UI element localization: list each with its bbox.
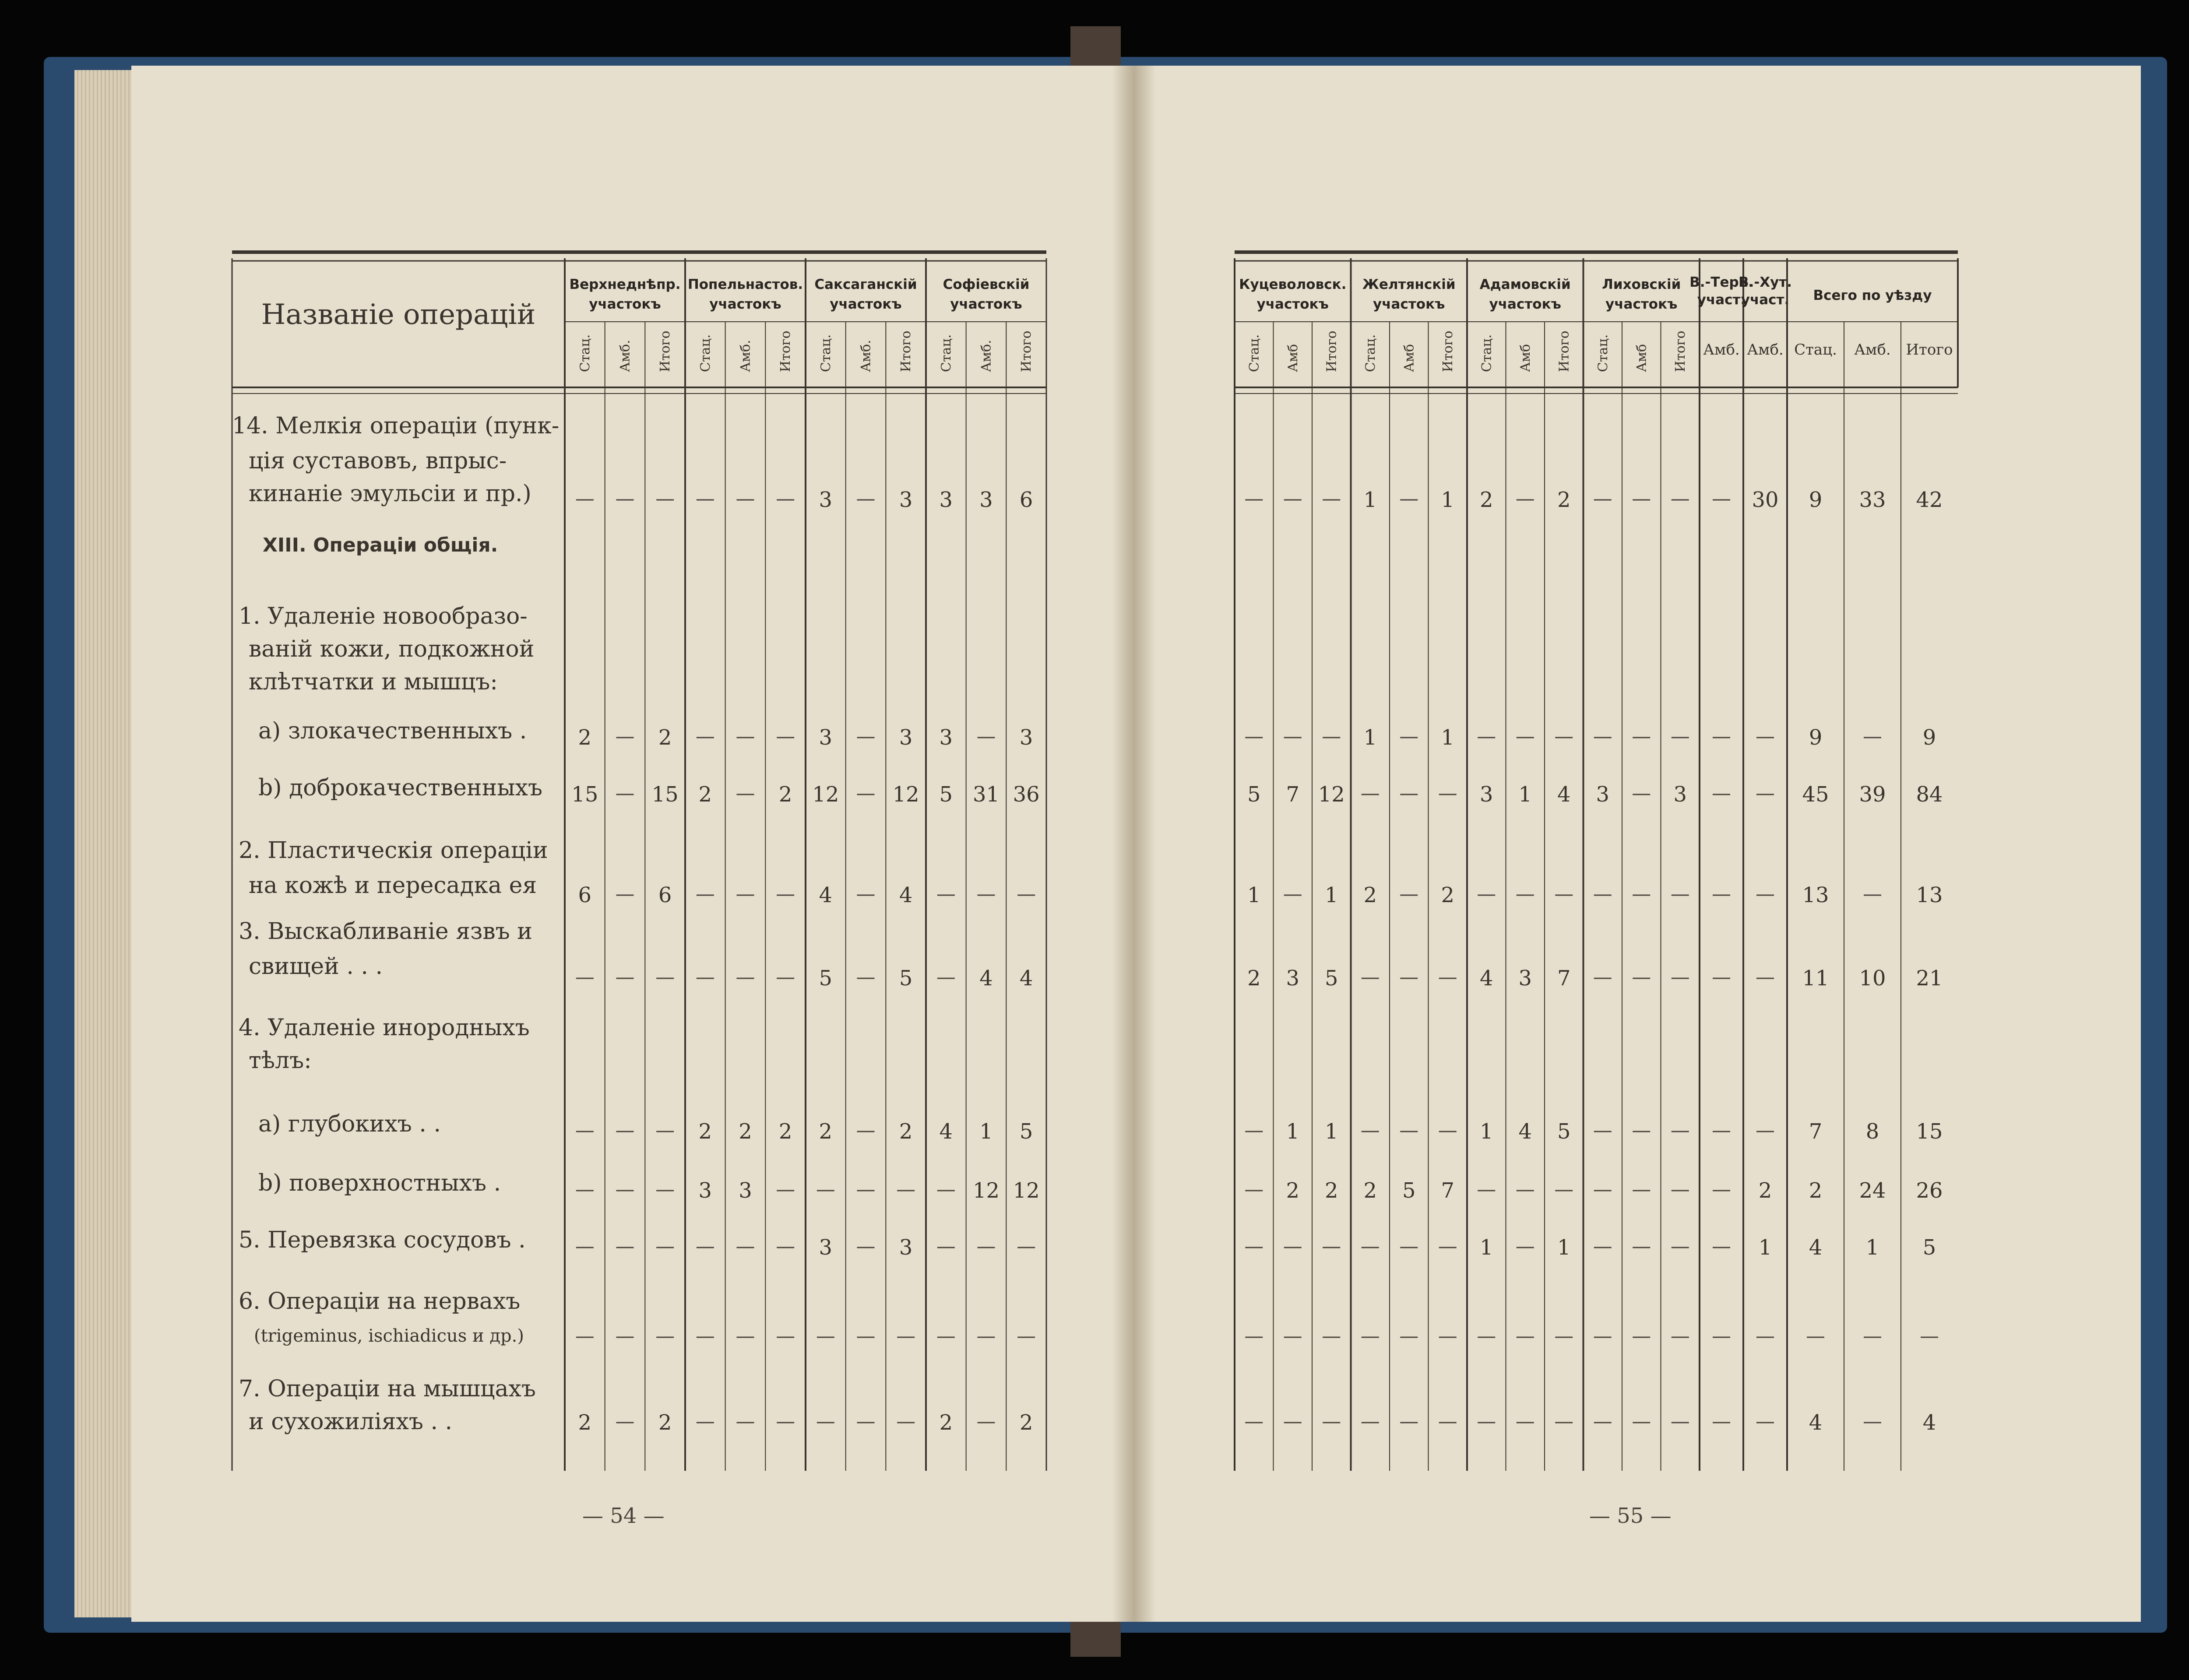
subcol-header: Итого	[898, 330, 914, 372]
row-label: 14. Мелкія операціи (пунк-	[232, 413, 560, 439]
table-cell: 2	[1758, 1178, 1772, 1203]
subcol-header: Амб	[1634, 344, 1650, 372]
table-cell: 5	[899, 966, 913, 991]
group-header: участокъ	[950, 296, 1022, 312]
table-cell: 1	[1363, 725, 1377, 750]
group-header: участ.	[1697, 292, 1746, 308]
table-cell: 5	[1922, 1235, 1936, 1260]
subcol-header: Амб.	[1854, 341, 1891, 358]
table-cell: 3	[739, 1178, 752, 1203]
book-gutter	[1112, 66, 1156, 1622]
table-cell: 3	[899, 1235, 913, 1260]
table-cell: 3	[819, 1235, 833, 1260]
table-cell: 1	[1441, 488, 1455, 512]
row-label: тѣлъ:	[249, 1047, 312, 1074]
table-cell: 12	[972, 1178, 1000, 1203]
table-cell: 2	[899, 1119, 913, 1144]
table-cell: 10	[1859, 966, 1886, 991]
subcol-header: Амб.	[617, 340, 633, 372]
group-header: Верхнеднѣпр.	[569, 277, 681, 292]
table-cell: 4	[1557, 782, 1571, 807]
table-cell: 2	[578, 1410, 592, 1435]
table-cell: 2	[778, 1119, 792, 1144]
row-label: клѣтчатки и мышцъ:	[249, 669, 498, 695]
subcol-header: Итого	[658, 330, 673, 372]
table-cell: 15	[651, 782, 679, 807]
right-table	[1134, 66, 2141, 1622]
table-cell: 4	[1809, 1235, 1823, 1260]
group-header: Саксаганскій	[814, 277, 917, 292]
subcol-header: Итого	[778, 330, 794, 372]
table-cell: 39	[1859, 782, 1886, 807]
table-cell: 2	[698, 782, 712, 807]
group-header: В.-Хут.	[1738, 274, 1792, 290]
table-cell: 5	[1324, 966, 1338, 991]
group-header: Софіевскій	[943, 277, 1030, 292]
row-label: (trigeminus, ischiadicus и др.)	[254, 1326, 524, 1346]
subcol-header: Амб.	[978, 340, 994, 372]
table-cell: 24	[1859, 1178, 1886, 1203]
table-cell: 12	[1318, 782, 1345, 807]
right-page	[1134, 66, 2141, 1622]
table-cell: 3	[819, 725, 833, 750]
row-label: b) поверхностныхъ .	[258, 1170, 501, 1196]
table-cell: 1	[979, 1119, 993, 1144]
table-cell: 4	[899, 883, 913, 907]
left-page-number: — 54 —	[582, 1504, 665, 1528]
table-cell: 15	[1916, 1119, 1943, 1144]
group-header: участокъ	[589, 296, 661, 312]
row-label: 6. Операціи на нервахъ	[239, 1288, 521, 1314]
subcol-header: Стац.	[1595, 334, 1611, 372]
table-cell: 1	[1363, 488, 1377, 512]
table-cell: 26	[1916, 1178, 1943, 1203]
row-label: ція суставовъ, впрыс-	[249, 448, 507, 474]
row-label: 4. Удаленіе инородныхъ	[239, 1015, 530, 1041]
table-cell: 2	[658, 1410, 672, 1435]
table-cell: 31	[972, 782, 1000, 807]
table-cell: 1	[1518, 782, 1532, 807]
table-cell: 7	[1809, 1119, 1823, 1144]
table-cell: 2	[1363, 883, 1377, 907]
table-cell: 2	[1324, 1178, 1338, 1203]
subcol-header: Стац.	[1362, 334, 1378, 372]
group-header: Адамовскій	[1479, 277, 1571, 292]
table-cell: 13	[1916, 883, 1943, 907]
subcol-header: Амб.	[738, 340, 753, 372]
row-label: на кожѣ и пересадка ея	[249, 872, 537, 899]
table-cell: 12	[812, 782, 839, 807]
table-cell: 1	[1286, 1119, 1300, 1144]
table-cell: 2	[1019, 1410, 1033, 1435]
table-cell: 1	[1865, 1235, 1879, 1260]
group-header: Куцеволовск.	[1239, 277, 1347, 292]
group-header: участокъ	[1605, 296, 1678, 312]
table-cell: 3	[899, 725, 913, 750]
subcol-header: Стац.	[1479, 334, 1495, 372]
table-cell: 4	[979, 966, 993, 991]
subcol-header: Амб.	[1747, 341, 1784, 358]
table-cell: 3	[1479, 782, 1493, 807]
row-label: 3. Выскабливаніе язвъ и	[239, 918, 532, 945]
table-cell: 9	[1809, 488, 1823, 512]
table-cell: 1	[1758, 1235, 1772, 1260]
table-cell: 1	[1324, 1119, 1338, 1144]
table-cell: 2	[698, 1119, 712, 1144]
spine-bottom	[1070, 1622, 1121, 1657]
row-label: 7. Операціи на мышцахъ	[239, 1376, 536, 1402]
subcol-header: Амб	[1285, 344, 1301, 372]
left-table	[131, 66, 1134, 1622]
subcol-header: Стац.	[818, 334, 834, 372]
table-cell: 3	[698, 1178, 712, 1203]
table-cell: 3	[939, 725, 953, 750]
subcol-header: Амб.	[1703, 341, 1740, 358]
group-header: Желтянскій	[1362, 277, 1456, 292]
group-header: участокъ	[830, 296, 902, 312]
table-cell: 5	[1019, 1119, 1033, 1144]
subcol-header: Итого	[1019, 330, 1035, 372]
row-label: 1. Удаленіе новообразо-	[239, 603, 528, 629]
table-cell: 3	[819, 488, 833, 512]
table-cell: 3	[1673, 782, 1687, 807]
table-cell: 5	[819, 966, 833, 991]
row-label: ваній кожи, подкожной	[249, 636, 535, 662]
table-cell: 6	[658, 883, 672, 907]
group-header: Попельнастов.	[687, 277, 803, 292]
table-cell: 2	[1557, 488, 1571, 512]
table-cell: 6	[1019, 488, 1033, 512]
table-cell: 2	[1479, 488, 1493, 512]
table-cell: 2	[578, 725, 592, 750]
subcol-header: Итого	[1440, 330, 1456, 372]
right-page-number: — 55 —	[1589, 1504, 1672, 1528]
table-cell: 2	[939, 1410, 953, 1435]
group-header: В.-Терн.	[1689, 274, 1753, 290]
row-label: 2. Пластическія операціи	[239, 837, 548, 864]
table-cell: 42	[1916, 488, 1943, 512]
subcol-header: Амб	[1401, 344, 1417, 372]
subcol-header: Стац.	[1246, 334, 1262, 372]
table-cell: 2	[739, 1119, 752, 1144]
table-cell: 1	[1247, 883, 1261, 907]
table-cell: 1	[1479, 1119, 1493, 1144]
table-cell: 2	[1363, 1178, 1377, 1203]
table-cell: 3	[1518, 966, 1532, 991]
header-title: Названіе операцій	[261, 299, 536, 331]
table-cell: 3	[1019, 725, 1033, 750]
table-cell: 3	[979, 488, 993, 512]
total-group-header: Всего по уѣзду	[1813, 288, 1932, 303]
row-label: свищей . . .	[249, 953, 383, 980]
group-header: Лиховскій	[1602, 277, 1681, 292]
table-cell: 5	[1557, 1119, 1571, 1144]
row-label: и сухожиліяхъ . .	[249, 1409, 453, 1435]
table-cell: 84	[1916, 782, 1943, 807]
group-header: участокъ	[1373, 296, 1445, 312]
table-cell: 4	[1809, 1410, 1823, 1435]
table-cell: 3	[939, 488, 953, 512]
table-cell: 4	[1518, 1119, 1532, 1144]
table-cell: 2	[819, 1119, 833, 1144]
table-cell: 4	[819, 883, 833, 907]
table-cell: 4	[1479, 966, 1493, 991]
table-cell: 2	[1247, 966, 1261, 991]
table-cell: 5	[1402, 1178, 1416, 1203]
subcol-header: Стац.	[697, 334, 713, 372]
table-cell: 4	[939, 1119, 953, 1144]
table-cell: 11	[1802, 966, 1829, 991]
subcol-header: Итого	[1672, 330, 1688, 372]
table-cell: 1	[1324, 883, 1338, 907]
table-cell: 7	[1441, 1178, 1455, 1203]
subcol-header: Амб.	[858, 340, 874, 372]
table-cell: 1	[1479, 1235, 1493, 1260]
table-cell: 5	[1247, 782, 1261, 807]
table-cell: 7	[1557, 966, 1571, 991]
subcol-header: Стац.	[938, 334, 954, 372]
table-cell: 2	[1286, 1178, 1300, 1203]
table-cell: 9	[1922, 725, 1936, 750]
table-cell: 5	[939, 782, 953, 807]
table-cell: 12	[1013, 1178, 1040, 1203]
group-header: участ.	[1741, 292, 1790, 308]
section-heading: XIII. Операціи общія.	[263, 534, 498, 556]
table-cell: 45	[1802, 782, 1829, 807]
table-cell: 3	[1286, 966, 1300, 991]
page-edges	[74, 70, 140, 1617]
group-header: участокъ	[1489, 296, 1561, 312]
table-cell: 3	[899, 488, 913, 512]
row-label: 5. Перевязка сосудовъ .	[239, 1227, 526, 1253]
table-cell: 4	[1922, 1410, 1936, 1435]
table-cell: 8	[1865, 1119, 1879, 1144]
table-cell: 2	[658, 725, 672, 750]
row-label: а) злокачественныхъ .	[258, 718, 527, 744]
subcol-header: Стац.	[1794, 341, 1837, 358]
table-cell: 15	[571, 782, 598, 807]
row-label: а) глубокихъ . .	[258, 1111, 441, 1137]
table-cell: 1	[1557, 1235, 1571, 1260]
table-cell: 6	[578, 883, 592, 907]
group-header: участокъ	[1256, 296, 1329, 312]
row-label: b) доброкачественныхъ	[258, 775, 543, 801]
row-label: кинаніе эмульсіи и пр.)	[249, 481, 531, 507]
table-cell: 3	[1596, 782, 1610, 807]
table-cell: 33	[1859, 488, 1886, 512]
subcol-header: Итого	[1324, 330, 1340, 372]
group-header: участокъ	[709, 296, 781, 312]
subcol-header: Амб	[1517, 344, 1533, 372]
table-cell: 4	[1019, 966, 1033, 991]
table-cell: 2	[1441, 883, 1455, 907]
subcol-header: Стац.	[577, 334, 593, 372]
table-cell: 7	[1286, 782, 1300, 807]
subcol-header: Итого	[1906, 341, 1953, 358]
table-cell: 12	[892, 782, 919, 807]
left-page	[131, 66, 1134, 1622]
table-cell: 2	[778, 782, 792, 807]
table-cell: 13	[1802, 883, 1829, 907]
table-cell: 21	[1916, 966, 1943, 991]
table-cell: 30	[1752, 488, 1779, 512]
table-cell: 36	[1013, 782, 1040, 807]
table-cell: 2	[1809, 1178, 1823, 1203]
table-cell: 9	[1809, 725, 1823, 750]
table-cell: 1	[1441, 725, 1455, 750]
subcol-header: Итого	[1556, 330, 1572, 372]
